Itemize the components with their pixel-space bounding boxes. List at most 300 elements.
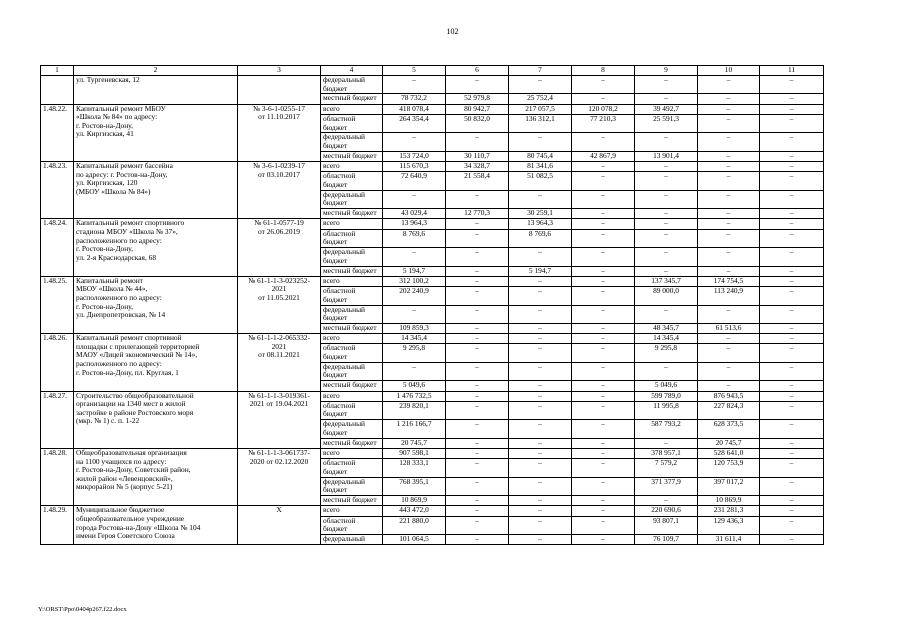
budget-type: всего	[321, 448, 383, 458]
budget-type: местный бюджет	[321, 151, 383, 161]
item-name: Муниципальное бюджетное общеобразовательное учреждение города Ростова-на-Дону «Школа № 104 имени Героя Советского Союза	[74, 506, 238, 545]
header-row	[41, 66, 824, 76]
amount-cell: 1 476 732,5	[383, 391, 446, 401]
amount-cell: –	[760, 248, 824, 266]
amount-cell: –	[509, 323, 572, 333]
budget-type: федеральный бюджет	[321, 305, 383, 323]
amount-cell: –	[383, 305, 446, 323]
amount-cell: –	[698, 104, 760, 114]
budget-type: местный бюджет	[321, 94, 383, 104]
amount-cell: –	[760, 190, 824, 208]
amount-cell: –	[509, 190, 572, 208]
amount-cell: –	[760, 344, 824, 362]
amount-cell: –	[760, 305, 824, 323]
amount-cell: –	[760, 381, 824, 391]
amount-cell: 61 513,6	[698, 323, 760, 333]
amount-cell: 13 964,3	[509, 219, 572, 229]
budget-type: всего	[321, 104, 383, 114]
amount-cell: –	[698, 219, 760, 229]
budget-type: областной бюджет	[321, 287, 383, 305]
amount-cell: –	[760, 162, 824, 172]
amount-cell: 10 869,9	[698, 496, 760, 506]
amount-cell: –	[446, 535, 509, 545]
amount-cell: 101 064,5	[383, 535, 446, 545]
amount-cell: 115 670,3	[383, 162, 446, 172]
amount-cell: 80 745,4	[509, 151, 572, 161]
amount-cell: –	[635, 209, 698, 219]
amount-cell: –	[509, 381, 572, 391]
budget-type: всего	[321, 219, 383, 229]
amount-cell: –	[509, 344, 572, 362]
amount-cell: –	[446, 248, 509, 266]
amount-cell: –	[760, 114, 824, 132]
table-row	[41, 219, 824, 229]
amount-cell: –	[509, 438, 572, 448]
table-row	[41, 506, 824, 516]
amount-cell: –	[446, 305, 509, 323]
amount-cell: –	[383, 248, 446, 266]
amount-cell: –	[635, 438, 698, 448]
page-number: 102	[446, 27, 459, 36]
amount-cell: –	[760, 287, 824, 305]
document-reference: X	[238, 506, 321, 545]
amount-cell: 25 752,4	[509, 94, 572, 104]
amount-cell: 907 598,1	[383, 448, 446, 458]
amount-cell: –	[760, 209, 824, 219]
document-reference: № 61-1-1-3-023252- 2021 от 11.05.2021	[238, 276, 321, 333]
amount-cell: –	[698, 94, 760, 104]
amount-cell: –	[446, 219, 509, 229]
amount-cell: –	[446, 287, 509, 305]
amount-cell: –	[572, 76, 635, 94]
amount-cell: –	[572, 506, 635, 516]
amount-cell: –	[446, 506, 509, 516]
amount-cell: –	[509, 133, 572, 151]
amount-cell: –	[572, 535, 635, 545]
amount-cell: –	[572, 266, 635, 276]
column-number: 8	[572, 66, 635, 76]
amount-cell: –	[572, 287, 635, 305]
amount-cell: –	[698, 209, 760, 219]
amount-cell: –	[446, 362, 509, 380]
document-reference: № 61-1-0577-19 от 26.06.2019	[238, 219, 321, 276]
amount-cell: –	[509, 287, 572, 305]
amount-cell: –	[760, 266, 824, 276]
amount-cell: –	[572, 381, 635, 391]
amount-cell: 528 641,0	[698, 448, 760, 458]
amount-cell: –	[509, 248, 572, 266]
amount-cell: –	[446, 323, 509, 333]
item-number: 1.48.23.	[41, 162, 74, 219]
document-reference	[238, 76, 321, 105]
amount-cell: 39 492,7	[635, 104, 698, 114]
amount-cell: –	[760, 391, 824, 401]
amount-cell: 5 049,6	[383, 381, 446, 391]
amount-cell: –	[635, 94, 698, 104]
amount-cell: –	[760, 229, 824, 247]
amount-cell: 239 820,1	[383, 401, 446, 419]
item-name: Капитальный ремонт спортивной площадки с прилегающей территорией МАОУ «Лицей экономический № 14», расположенного по адресу: г. Ростов-на-Дону, пл. Круглая, 1	[74, 334, 238, 391]
amount-cell: –	[572, 219, 635, 229]
amount-cell: –	[635, 229, 698, 247]
amount-cell: –	[572, 190, 635, 208]
amount-cell: 14 345,4	[383, 334, 446, 344]
amount-cell: 7 579,2	[635, 459, 698, 477]
item-name: Общеобразовательная организация на 1100 учащихся по адресу: г. Ростов-на-Дону, Советский район, жилой район «Левенцовский», микрорайон № 5 (корпус 5-21)	[74, 448, 238, 505]
amount-cell: –	[509, 401, 572, 419]
amount-cell: 76 109,7	[635, 535, 698, 545]
amount-cell: –	[760, 362, 824, 380]
amount-cell: –	[635, 219, 698, 229]
document-reference: № 3-6-1-0255-17 от 11.10.2017	[238, 104, 321, 161]
budget-type: федеральный бюджет	[321, 190, 383, 208]
amount-cell: 52 979,8	[446, 94, 509, 104]
amount-cell: –	[572, 334, 635, 344]
budget-type: местный бюджет	[321, 438, 383, 448]
amount-cell: 312 100,2	[383, 276, 446, 286]
item-name: Капитальный ремонт бассейна по адресу: г. Ростов-на-Дону, ул. Киргизская, 120 (МБОУ «Школа № 84»)	[74, 162, 238, 219]
amount-cell: –	[635, 133, 698, 151]
amount-cell: –	[509, 362, 572, 380]
amount-cell: 174 754,5	[698, 276, 760, 286]
amount-cell: –	[383, 362, 446, 380]
amount-cell: 221 880,0	[383, 516, 446, 534]
document-reference: № 3-6-1-0239-17 от 03.10.2017	[238, 162, 321, 219]
amount-cell: –	[509, 459, 572, 477]
amount-cell: –	[572, 477, 635, 495]
amount-cell: –	[509, 496, 572, 506]
amount-cell: 42 867,9	[572, 151, 635, 161]
amount-cell: –	[698, 151, 760, 161]
amount-cell: 20 745,7	[383, 438, 446, 448]
item-number: 1.48.25.	[41, 276, 74, 333]
amount-cell: 25 591,3	[635, 114, 698, 132]
amount-cell: –	[760, 219, 824, 229]
column-number: 2	[74, 66, 238, 76]
amount-cell: –	[635, 362, 698, 380]
amount-cell: –	[698, 133, 760, 151]
amount-cell: 109 859,3	[383, 323, 446, 333]
column-number: 7	[509, 66, 572, 76]
budget-type: федеральный бюджет	[321, 362, 383, 380]
item-number: 1.48.28.	[41, 448, 74, 505]
amount-cell: –	[635, 190, 698, 208]
amount-cell: –	[446, 438, 509, 448]
amount-cell: 628 373,5	[698, 420, 760, 438]
amount-cell: 5 049,6	[635, 381, 698, 391]
item-number: 1.48.26.	[41, 334, 74, 391]
budget-type: федеральный бюджет	[321, 133, 383, 151]
item-name: ул. Тургеневская, 12	[74, 76, 238, 105]
amount-cell: –	[446, 401, 509, 419]
budget-type: местный бюджет	[321, 323, 383, 333]
amount-cell: –	[572, 323, 635, 333]
budget-type: всего	[321, 391, 383, 401]
budget-type: областной бюджет	[321, 344, 383, 362]
amount-cell: –	[760, 276, 824, 286]
amount-cell: –	[509, 477, 572, 495]
amount-cell: –	[698, 190, 760, 208]
amount-cell: –	[572, 248, 635, 266]
column-number: 9	[635, 66, 698, 76]
column-number: 5	[383, 66, 446, 76]
amount-cell: –	[760, 448, 824, 458]
item-number	[41, 76, 74, 105]
amount-cell: 8 769,6	[383, 229, 446, 247]
amount-cell: –	[572, 420, 635, 438]
amount-cell: –	[635, 496, 698, 506]
budget-type: областной бюджет	[321, 229, 383, 247]
amount-cell: –	[635, 248, 698, 266]
budget-table	[40, 65, 824, 545]
amount-cell: –	[760, 506, 824, 516]
amount-cell: –	[698, 229, 760, 247]
table-row	[41, 162, 824, 172]
amount-cell: 587 793,2	[635, 420, 698, 438]
amount-cell: 11 995,8	[635, 401, 698, 419]
amount-cell: 264 354,4	[383, 114, 446, 132]
budget-type: федеральный бюджет	[321, 477, 383, 495]
amount-cell: –	[446, 459, 509, 477]
column-number: 4	[321, 66, 383, 76]
table-row	[41, 276, 824, 286]
amount-cell: –	[383, 76, 446, 94]
amount-cell: 231 281,3	[698, 506, 760, 516]
budget-type: областной бюджет	[321, 114, 383, 132]
amount-cell: 50 832,0	[446, 114, 509, 132]
column-number: 10	[698, 66, 760, 76]
amount-cell: –	[698, 344, 760, 362]
amount-cell: –	[446, 516, 509, 534]
amount-cell: –	[446, 266, 509, 276]
amount-cell: –	[698, 266, 760, 276]
amount-cell: –	[509, 276, 572, 286]
amount-cell: –	[572, 438, 635, 448]
amount-cell: –	[509, 535, 572, 545]
amount-cell: –	[572, 172, 635, 190]
amount-cell: 128 333,1	[383, 459, 446, 477]
amount-cell: –	[698, 334, 760, 344]
budget-type: областной бюджет	[321, 516, 383, 534]
amount-cell: –	[760, 401, 824, 419]
amount-cell: –	[446, 391, 509, 401]
amount-cell: 30 259,1	[509, 209, 572, 219]
document-reference: № 61-1-1-3-019361- 2021 от 19.04.2021	[238, 391, 321, 448]
amount-cell: 129 436,3	[698, 516, 760, 534]
amount-cell: –	[446, 448, 509, 458]
amount-cell: –	[446, 229, 509, 247]
amount-cell: 43 029,4	[383, 209, 446, 219]
budget-type: местный бюджет	[321, 381, 383, 391]
amount-cell: –	[698, 381, 760, 391]
item-number: 1.48.24.	[41, 219, 74, 276]
item-name: Капитальный ремонт МБОУ «Школа № 44», расположенного по адресу: г. Ростов-на-Дону, ул. Днепропетровская, № 14	[74, 276, 238, 333]
amount-cell: –	[760, 94, 824, 104]
amount-cell: 137 345,7	[635, 276, 698, 286]
amount-cell: 599 789,0	[635, 391, 698, 401]
amount-cell: 80 942,7	[446, 104, 509, 114]
amount-cell: 30 110,7	[446, 151, 509, 161]
amount-cell: –	[698, 172, 760, 190]
budget-type: всего	[321, 506, 383, 516]
amount-cell: –	[635, 172, 698, 190]
table-row	[41, 76, 824, 94]
item-number: 1.48.29.	[41, 506, 74, 545]
amount-cell: –	[760, 323, 824, 333]
budget-type: областной бюджет	[321, 172, 383, 190]
table-row	[41, 334, 824, 344]
document-reference: № 61-1-1-3-061737- 2020 от 02.12.2020	[238, 448, 321, 505]
table-row	[41, 448, 824, 458]
amount-cell: 217 057,5	[509, 104, 572, 114]
item-number: 1.48.22.	[41, 104, 74, 161]
amount-cell: 12 770,3	[446, 209, 509, 219]
amount-cell: 443 472,0	[383, 506, 446, 516]
column-number: 3	[238, 66, 321, 76]
amount-cell: 397 017,2	[698, 477, 760, 495]
file-path: Y:\ORST\Ppo\0404p267.f22.docx	[38, 606, 127, 613]
amount-cell: 113 240,9	[698, 287, 760, 305]
budget-type: всего	[321, 334, 383, 344]
amount-cell: –	[760, 459, 824, 477]
budget-type: всего	[321, 276, 383, 286]
amount-cell: –	[446, 496, 509, 506]
amount-cell: –	[509, 448, 572, 458]
amount-cell: 89 000,0	[635, 287, 698, 305]
amount-cell: 876 943,5	[698, 391, 760, 401]
amount-cell: –	[572, 162, 635, 172]
amount-cell: –	[760, 104, 824, 114]
amount-cell: –	[698, 76, 760, 94]
amount-cell: –	[760, 420, 824, 438]
amount-cell: 51 082,5	[509, 172, 572, 190]
amount-cell: –	[509, 334, 572, 344]
budget-type: федеральный	[321, 535, 383, 545]
amount-cell: –	[760, 516, 824, 534]
amount-cell: 10 869,9	[383, 496, 446, 506]
amount-cell: –	[383, 133, 446, 151]
amount-cell: –	[572, 362, 635, 380]
amount-cell: –	[760, 496, 824, 506]
amount-cell: –	[698, 162, 760, 172]
amount-cell: –	[572, 496, 635, 506]
column-number: 11	[760, 66, 824, 76]
amount-cell: –	[446, 276, 509, 286]
amount-cell: 77 210,3	[572, 114, 635, 132]
amount-cell: –	[635, 162, 698, 172]
amount-cell: –	[572, 94, 635, 104]
amount-cell: –	[572, 391, 635, 401]
budget-type: федеральный бюджет	[321, 420, 383, 438]
amount-cell: 378 957,1	[635, 448, 698, 458]
amount-cell: 72 640,9	[383, 172, 446, 190]
amount-cell: 9 295,8	[635, 344, 698, 362]
column-number: 6	[446, 66, 509, 76]
amount-cell: 202 240,9	[383, 287, 446, 305]
amount-cell: 153 724,0	[383, 151, 446, 161]
amount-cell: –	[698, 305, 760, 323]
amount-cell: –	[572, 133, 635, 151]
amount-cell: –	[509, 391, 572, 401]
amount-cell: –	[509, 76, 572, 94]
amount-cell: 93 807,1	[635, 516, 698, 534]
budget-type: всего	[321, 162, 383, 172]
item-number: 1.48.27.	[41, 391, 74, 448]
amount-cell: –	[446, 420, 509, 438]
amount-cell: –	[509, 420, 572, 438]
amount-cell: –	[698, 248, 760, 266]
amount-cell: 227 824,3	[698, 401, 760, 419]
amount-cell: 13 901,4	[635, 151, 698, 161]
amount-cell: 371 377,9	[635, 477, 698, 495]
amount-cell: –	[572, 229, 635, 247]
budget-type: местный бюджет	[321, 266, 383, 276]
amount-cell: 14 345,4	[635, 334, 698, 344]
budget-type: местный бюджет	[321, 496, 383, 506]
budget-type: федеральный бюджет	[321, 76, 383, 94]
amount-cell: –	[760, 477, 824, 495]
amount-cell: –	[509, 305, 572, 323]
item-name: Капитальный ремонт МБОУ «Школа № 84» по адресу: г. Ростов-на-Дону, ул. Киргизская, 41	[74, 104, 238, 161]
amount-cell: –	[572, 276, 635, 286]
amount-cell: –	[698, 362, 760, 380]
amount-cell: –	[446, 381, 509, 391]
amount-cell: –	[760, 133, 824, 151]
amount-cell: –	[572, 209, 635, 219]
amount-cell: –	[635, 266, 698, 276]
amount-cell: –	[383, 190, 446, 208]
amount-cell: 81 341,6	[509, 162, 572, 172]
amount-cell: 220 690,6	[635, 506, 698, 516]
budget-type: областной бюджет	[321, 401, 383, 419]
amount-cell: 13 964,3	[383, 219, 446, 229]
amount-cell: –	[509, 516, 572, 534]
amount-cell: –	[446, 477, 509, 495]
amount-cell: 9 295,8	[383, 344, 446, 362]
amount-cell: –	[572, 305, 635, 323]
amount-cell: 136 312,1	[509, 114, 572, 132]
amount-cell: –	[760, 334, 824, 344]
amount-cell: –	[509, 506, 572, 516]
amount-cell: –	[572, 401, 635, 419]
amount-cell: –	[572, 459, 635, 477]
amount-cell: –	[446, 190, 509, 208]
amount-cell: –	[446, 334, 509, 344]
amount-cell: –	[760, 76, 824, 94]
amount-cell: 418 078,4	[383, 104, 446, 114]
amount-cell: 120 078,2	[572, 104, 635, 114]
amount-cell: 1 216 166,7	[383, 420, 446, 438]
amount-cell: –	[446, 76, 509, 94]
table-row	[41, 104, 824, 114]
amount-cell: –	[446, 133, 509, 151]
amount-cell: –	[760, 151, 824, 161]
amount-cell: 34 328,7	[446, 162, 509, 172]
amount-cell: –	[760, 438, 824, 448]
table-row	[41, 391, 824, 401]
amount-cell: –	[572, 448, 635, 458]
item-name: Капитальный ремонт спортивного стадиона МБОУ «Школа № 37», расположенного по адресу: г. Ростов-на-Дону, ул. 2-я Краснодарская, 68	[74, 219, 238, 276]
budget-type: местный бюджет	[321, 209, 383, 219]
amount-cell: –	[572, 516, 635, 534]
amount-cell: 78 732,2	[383, 94, 446, 104]
column-number: 1	[41, 66, 74, 76]
amount-cell: –	[446, 344, 509, 362]
budget-type: областной бюджет	[321, 459, 383, 477]
amount-cell: –	[760, 172, 824, 190]
amount-cell: –	[635, 76, 698, 94]
amount-cell: –	[698, 114, 760, 132]
